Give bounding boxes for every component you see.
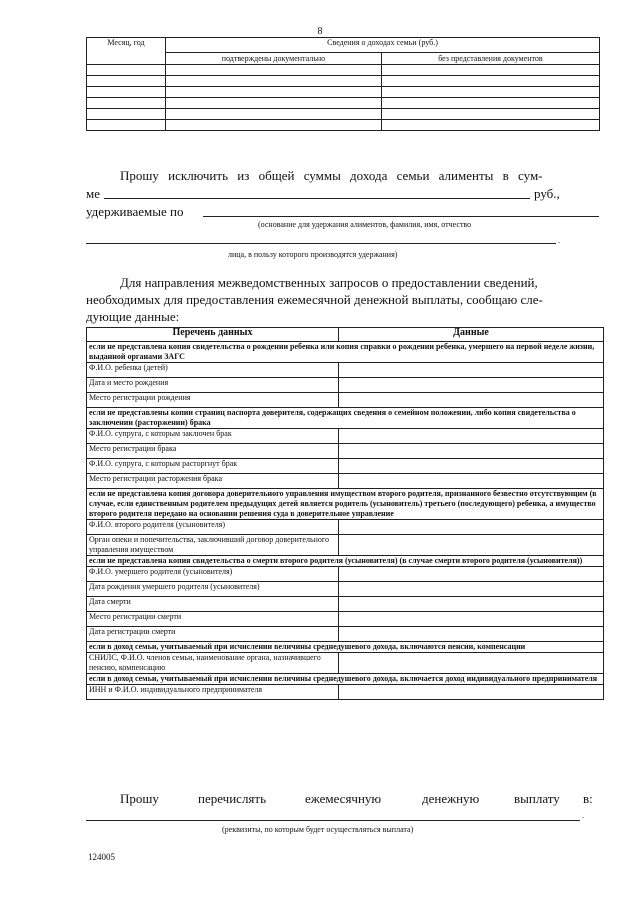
payment-word-4: денежную xyxy=(422,791,480,806)
alimony-basis-field[interactable] xyxy=(203,216,599,217)
table-row[interactable] xyxy=(87,444,604,459)
section-birth: если не представлена копия свидетельства о рождении ребенка или копия справки о рождении ребенка, умершего на первой неделе жизни, выданной органами ЗАГС xyxy=(87,342,604,363)
alimony-line-2-end: руб., xyxy=(534,186,560,201)
payment-word-2: перечислять xyxy=(198,791,267,806)
row-label: Ф.И.О. супруга, с которым заключен брак xyxy=(87,429,339,444)
table-row[interactable] xyxy=(87,685,604,700)
table-row[interactable] xyxy=(87,567,604,582)
section-entrepreneur: если в доход семьи, учитываемый при исчислении величины среднедушевого дохода, включается доход индивидуального предпринимателя xyxy=(87,674,604,685)
requests-line-3: дующие данные: xyxy=(86,309,180,324)
row-value[interactable] xyxy=(339,535,604,556)
row-value[interactable] xyxy=(339,567,604,582)
row-label: Место регистрации рождения xyxy=(87,393,339,408)
table-row[interactable] xyxy=(87,378,604,393)
row-label: Место регистрации расторжения брака xyxy=(87,474,339,489)
row-value[interactable] xyxy=(339,393,604,408)
alimony-line-1: Прошу исключить из общей суммы дохода семьи алименты в сум- xyxy=(120,168,543,183)
alimony-line-2-start: ме xyxy=(86,186,100,201)
table-row[interactable] xyxy=(87,363,604,378)
requests-line-2: необходимых для предоставления ежемесячной денежной выплаты, сообщаю сле- xyxy=(86,292,543,307)
row-label: Место регистрации брака xyxy=(87,444,339,459)
row-label: Орган опеки и попечительства, заключивший договор доверительного управления имуществом xyxy=(87,535,339,556)
col-info-header: Сведения о доходах семьи (руб.) xyxy=(166,38,600,53)
col-unconfirmed-header: без представления документов xyxy=(381,53,599,65)
table-row[interactable] xyxy=(87,474,604,489)
row-value[interactable] xyxy=(339,520,604,535)
alimony-hint-1: (основание для удержания алиментов, фамилия, имя, отчество xyxy=(258,220,472,229)
alimony-recipient-field[interactable] xyxy=(86,243,556,244)
row-value[interactable] xyxy=(339,378,604,393)
header-data: Данные xyxy=(339,328,604,342)
alimony-amount-field[interactable] xyxy=(104,198,530,199)
section-pension: если в доход семьи, учитываемый при исчислении величины среднедушевого дохода, включаются пенсии, компенсации xyxy=(87,642,604,653)
payment-details-field[interactable] xyxy=(86,820,580,821)
section-death: если не представлена копия свидетельства о смерти второго родителя (усыновителя) (в случае смерти второго родителя (усыновителя)) xyxy=(87,556,604,567)
table-row[interactable] xyxy=(87,459,604,474)
data-table xyxy=(86,327,604,700)
payment-word-3: ежемесячную xyxy=(305,791,382,806)
table-row[interactable] xyxy=(87,109,600,120)
income-table xyxy=(86,37,600,131)
table-row[interactable] xyxy=(87,627,604,642)
col-confirmed-header: подтверждены документально xyxy=(166,53,382,65)
alimony-line-3-start: удерживаемые по xyxy=(86,204,184,219)
row-value[interactable] xyxy=(339,363,604,378)
page-number: 8 xyxy=(317,26,323,37)
row-value[interactable] xyxy=(339,429,604,444)
col-month-header: Месяц, год xyxy=(87,38,166,65)
table-row[interactable] xyxy=(87,612,604,627)
row-value[interactable] xyxy=(339,582,604,597)
row-label: Дата регистрации смерти xyxy=(87,627,339,642)
table-row[interactable] xyxy=(87,120,600,131)
payment-word-1: Прошу xyxy=(120,791,159,806)
table-row[interactable] xyxy=(87,76,600,87)
row-label: Дата и место рождения xyxy=(87,378,339,393)
section-trust: если не представлена копия договора доверительного управления имуществом второго родителя, признанного безвестно отсутствующим (в случае, если единственным родителем предыдущих детей является родитель (усыновитель) третьего (последующего) ребенка, а имущество второго родителя передано на основании решения суда в доверительное управление xyxy=(87,489,604,520)
payment-word-5: выплату xyxy=(514,791,560,806)
row-value[interactable] xyxy=(339,597,604,612)
row-label: Ф.И.О. умершего родителя (усыновителя) xyxy=(87,567,339,582)
table-row[interactable] xyxy=(87,87,600,98)
row-label: Ф.И.О. супруга, с которым расторгнут брак xyxy=(87,459,339,474)
row-value[interactable] xyxy=(339,474,604,489)
row-value[interactable] xyxy=(339,627,604,642)
row-label: Ф.И.О. второго родителя (усыновителя) xyxy=(87,520,339,535)
table-row[interactable] xyxy=(87,393,604,408)
footer-code: 124005 xyxy=(88,852,115,862)
row-label: Место регистрации смерти xyxy=(87,612,339,627)
row-label: ИНН и Ф.И.О. индивидуального предпринимателя xyxy=(87,685,339,700)
header-list: Перечень данных xyxy=(87,328,339,342)
row-value[interactable] xyxy=(339,444,604,459)
alimony-dot: . xyxy=(558,236,560,245)
row-value[interactable] xyxy=(339,685,604,700)
table-row[interactable] xyxy=(87,582,604,597)
table-row[interactable] xyxy=(87,535,604,556)
row-label: Дата смерти xyxy=(87,597,339,612)
payment-hint: (реквизиты, по которым будет осуществляться выплата) xyxy=(222,825,414,834)
row-value[interactable] xyxy=(339,653,604,674)
table-row[interactable] xyxy=(87,653,604,674)
payment-dot: . xyxy=(582,811,584,820)
table-row[interactable] xyxy=(87,520,604,535)
row-label: СНИЛС, Ф.И.О. членов семьи, наименование органа, назначившего пенсию, компенсацию xyxy=(87,653,339,674)
row-value[interactable] xyxy=(339,459,604,474)
payment-word-6: в: xyxy=(583,791,593,806)
alimony-hint-2: лица, в пользу которого производятся удержания) xyxy=(228,250,398,259)
row-value[interactable] xyxy=(339,612,604,627)
row-label: Дата рождения умершего родителя (усыновителя) xyxy=(87,582,339,597)
table-row[interactable] xyxy=(87,98,600,109)
section-marriage: если не представлены копии страниц паспорта доверителя, содержащих сведения о семейном положении, либо копия свидетельства о заключении (расторжении) брака xyxy=(87,408,604,429)
table-row[interactable] xyxy=(87,597,604,612)
table-row[interactable] xyxy=(87,429,604,444)
row-label: Ф.И.О. ребенка (детей) xyxy=(87,363,339,378)
requests-line-1: Для направления межведомственных запросов о предоставлении сведений, xyxy=(120,275,538,290)
table-row[interactable] xyxy=(87,65,600,76)
